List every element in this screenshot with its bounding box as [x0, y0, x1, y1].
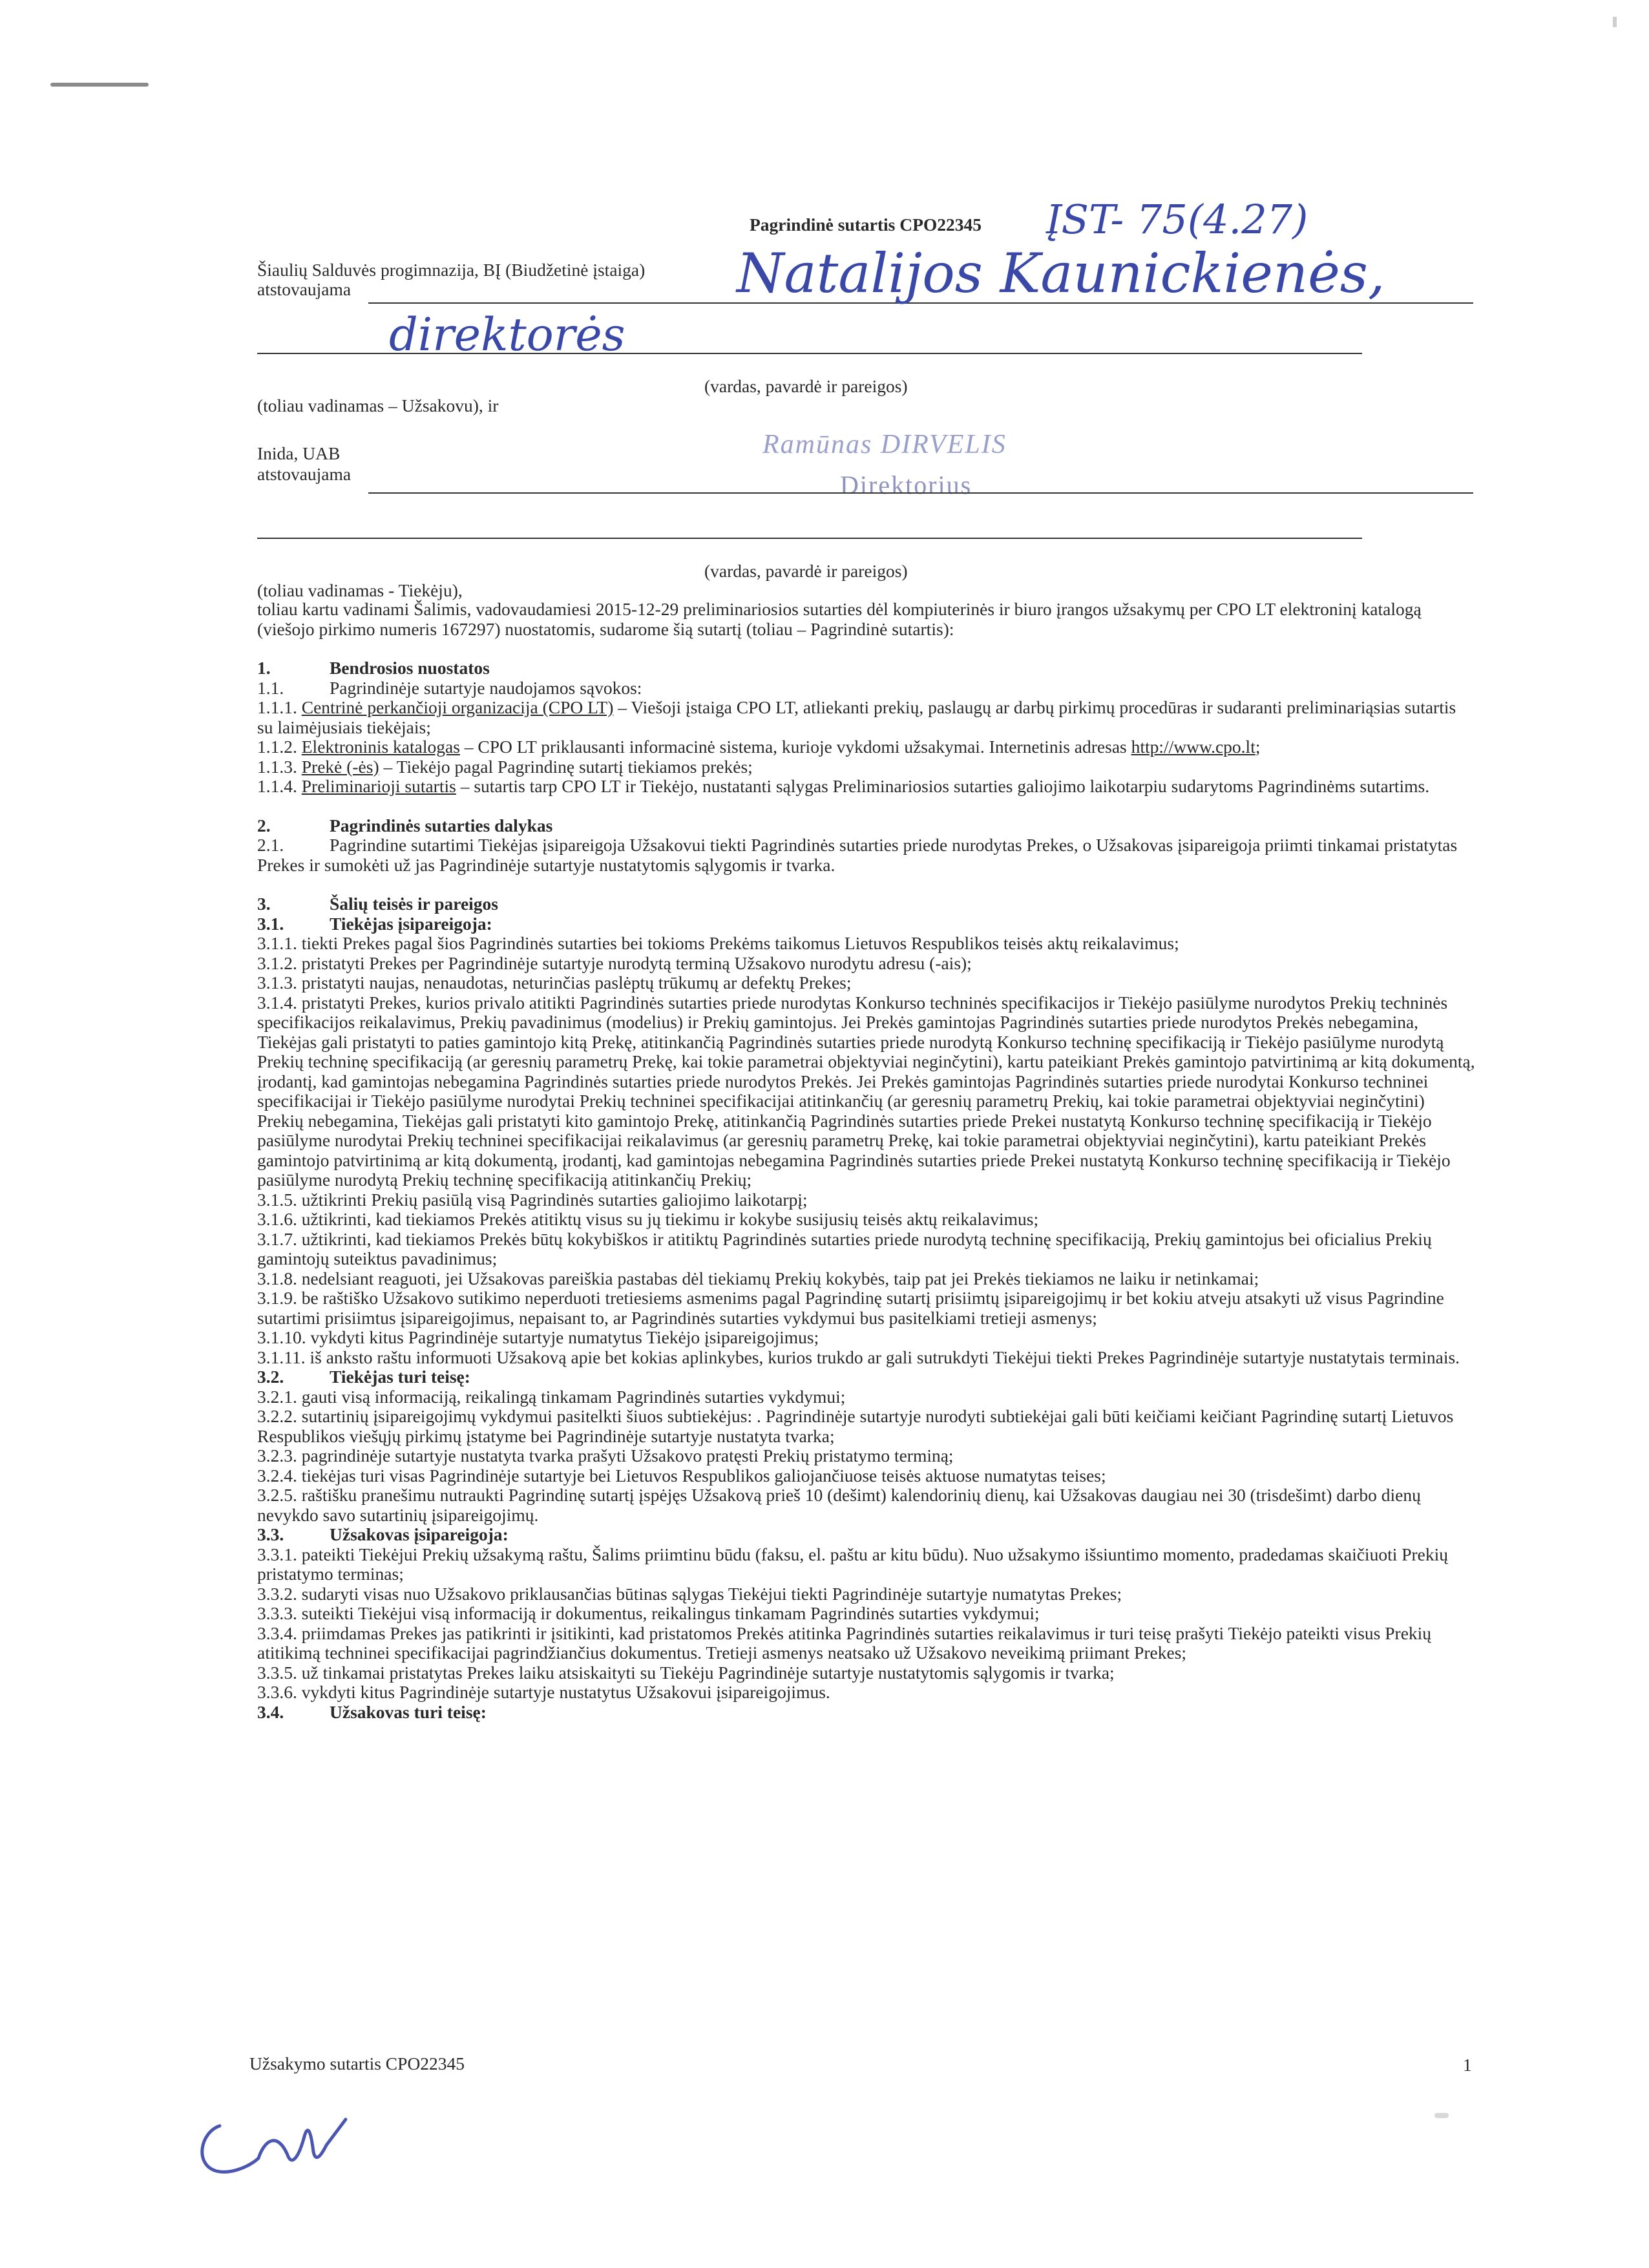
clause-3-2-heading — [257, 1367, 1475, 1387]
party2-second-line — [257, 538, 1362, 539]
definition-1-1-2-term: Elektroninis katalogas — [301, 737, 460, 757]
contract-title: Pagrindinė sutartis CPO22345 — [750, 215, 982, 235]
clause-2-1-text: Pagrindine sutartimi Tiekėjas įsipareigoja Užsakovui tiekti Pagrindinės sutarties priede nurodytas Prekes, o Užsakovas įsipareigoja priimti tinkamai pristatytas Prekes ir sumokėti už jas Pagrindinėje sutartyje nustatytomis sąlygomis ir tvarka. — [257, 835, 1458, 875]
definition-1-1-3-text: – Tiekėjo pagal Pagrindinę sutartį tiekiamos prekės; — [379, 756, 753, 777]
section-1-title: Bendrosios nuostatos — [330, 658, 490, 678]
clause-3-3-5: 3.3.5. už tinkamai pristatytas Prekes laiku atsiskaityti su Tiekėju Pagrindinėje sutartyje nustatytomis sąlygomis ir tvarka; — [257, 1662, 1115, 1683]
section-2-number: 2. — [257, 815, 271, 835]
clause-3-2-title: Tiekėjas turi teisę: — [330, 1367, 470, 1387]
definition-1-1-1-number: 1.1.1. — [257, 697, 297, 717]
definition-1-1-4 — [257, 777, 1475, 797]
clause-3-2-3: 3.2.3. pagrindinėje sutartyje nustatyta tvarka prašyti Užsakovo pratęsti Prekių pristatymo terminą; — [257, 1445, 954, 1465]
party1-caption: (vardas, pavardė ir pareigos) — [704, 376, 908, 396]
clause-3-1-5: 3.1.5. užtikrinti Prekių pasiūlą visą Pagrindinės sutarties galiojimo laikotarpį; — [257, 1189, 808, 1210]
clause-3-1-number: 3.1. — [257, 913, 284, 934]
party2-caption: (vardas, pavardė ir pareigos) — [704, 561, 908, 581]
scan-speck — [1613, 17, 1617, 27]
clause-3-3-heading — [257, 1525, 1475, 1545]
clause-2-1-number: 2.1. — [257, 835, 284, 855]
section-3-heading — [257, 894, 1475, 914]
section-1-heading — [257, 658, 1475, 678]
page-number: 1 — [1463, 2055, 1472, 2075]
clause-3-1-10: 3.1.10. vykdyti kitus Pagrindinėje sutartyje numatytus Tiekėjo įsipareigojimus; — [257, 1327, 819, 1347]
clause-3-2-1: 3.2.1. gauti visą informaciją, reikalingą tinkamam Pagrindinės sutarties vykdymui; — [257, 1386, 846, 1407]
party2-stamp-role: Direktorius — [840, 470, 972, 499]
clause-3-2-number: 3.2. — [257, 1367, 284, 1387]
party2-stamp-name: Ramūnas DIRVELIS — [762, 430, 1007, 459]
party1-rep-label: atstovaujama — [257, 279, 352, 299]
clause-3-3-title: Užsakovas įsipareigoja: — [330, 1524, 509, 1544]
clause-3-3-2: 3.3.2. sudaryti visas nuo Užsakovo priklausančias būtinas sąlygas Tiekėjui tiekti Pagrindinėje sutartyje numatytas Prekes; — [257, 1583, 1122, 1604]
definition-1-1-3-term: Prekė (-ės) — [301, 756, 379, 777]
party2-rep-label: atstovaujama — [257, 464, 352, 484]
definition-1-1-2-end: ; — [1255, 737, 1261, 757]
definition-1-1-4-text: – sutartis tarp CPO LT ir Tiekėjo, nustatanti sąlygas Preliminariosios sutarties galiojimo laikotarpiu sudarytoms Pagrindinėms sutartims. — [456, 776, 1430, 796]
intro-paragraph: toliau kartu vadinami Šalimis, vadovaudamiesi 2015-12-29 preliminariosios sutarties dėl kompiuterinės ir biuro įrangos užsakymų per CPO LT elektroninį katalogą (viešojo pirkimo numeris 167297) nuostatomis, sudarome šią sutartį (toliau – Pagrindinė sutartis): — [257, 599, 1422, 639]
clause-1-1 — [257, 678, 1475, 698]
clause-3-1-11: 3.1.11. iš anksto raštu informuoti Užsakovą apie bet kokias aplinkybes, kurios trukdo ar gali sutrukdyti Tiekėjui tiekti Prekes Pagrindinėje sutartyje nustatytais terminais. — [257, 1347, 1460, 1367]
clause-3-1-2: 3.1.2. pristatyti Prekes per Pagrindinėje sutartyje nurodytą terminą Užsakovo nurodytu adresu (-ais); — [257, 952, 972, 973]
clause-3-3-1: 3.3.1. pateikti Tiekėjui Prekių užsakymą raštu, Šalims priimtinu būdu (faksu, el. paštu ar kitu būdu). Nuo užsakymo išsiuntimo momento, pradedamas skaičiuoti Prekių pristatymo terminas; — [257, 1544, 1449, 1584]
section-2-heading — [257, 816, 1475, 836]
clause-3-1-7: 3.1.7. užtikrinti, kad tiekiamos Prekės būtų kokybiškos ir atitiktų Pagrindinės sutarties priede nurodytą techninę specifikaciją, Prekių gamintojus bei oficialius Prekių gamintojų suteiktus pavadinimus; — [257, 1228, 1432, 1268]
clause-3-4-title: Užsakovas turi teisę: — [330, 1701, 487, 1722]
scan-mark — [50, 83, 149, 87]
clause-3-2-4: 3.2.4. tiekėjas turi visas Pagrindinėje sutartyje bei Lietuvos Respublikos galiojančiuose teisės aktuose numatytas teises; — [257, 1465, 1106, 1486]
clause-3-4-number: 3.4. — [257, 1701, 284, 1722]
clause-3-1-title: Tiekėjas įsipareigoja: — [330, 913, 492, 934]
clause-1-1-text: Pagrindinėje sutartyje naudojamos sąvokos: — [330, 677, 642, 698]
definition-1-1-2 — [257, 737, 1475, 757]
clause-3-3-4: 3.3.4. priimdamas Prekes jas patikrinti ir įsitikinti, kad pristatomos Prekės atitinka Pagrindinės sutarties reikalavimus ir turi teisę prašyti Tiekėjo pateikti visus Prekių atitikimą techninei specifikacijai pagrindžiančius dokumentus. Tretieji asmenys neatsako už Užsakovo neveikimą priimant Prekes; — [257, 1622, 1432, 1663]
section-2-title: Pagrindinės sutarties dalykas — [330, 815, 553, 835]
definition-1-1-4-number: 1.1.4. — [257, 776, 297, 796]
clause-3-2-5: 3.2.5. raštišku pranešimu nutraukti Pagrindinę sutartį įspėjęs Užsakovą prieš 10 (dešimt) kalendorinių dienų, kai Užsakovas daugiau nei 30 (trisdešimt) darbo dienų nevykdo savo sutartinių įsipareigojimų. — [257, 1485, 1421, 1525]
party2-called: (toliau vadinamas - Tiekėju), — [257, 580, 463, 600]
initials-signature — [181, 2100, 388, 2197]
definition-1-1-1-text: – Viešoji įstaiga CPO LT, atliekanti prekių, paslaugų ar darbų pirkimų procedūras ir sudaranti preliminariąsias sutartis su laimėjusiais tiekėjais; — [257, 697, 1456, 737]
handwritten-registration: ĮST- 75(4.27) — [1045, 196, 1308, 243]
section-3-number: 3. — [257, 894, 271, 914]
scan-speck — [1434, 2113, 1449, 2118]
definition-1-1-2-number: 1.1.2. — [257, 737, 297, 757]
definition-1-1-4-term: Preliminarioji sutartis — [301, 776, 456, 796]
clause-3-1-heading — [257, 914, 1475, 934]
party1-called: (toliau vadinamas – Užsakovu), ir — [257, 395, 499, 415]
clause-3-1-6: 3.1.6. užtikrinti, kad tiekiamos Prekės atitiktų visus su jų tiekimu ir kokybe susijusių teisės aktų reikalavimus; — [257, 1209, 1039, 1229]
clause-3-1-8: 3.1.8. nedelsiant reaguoti, jei Užsakovas pareiškia pastabas dėl tiekiamų Prekių kokybės, taip pat jei Prekės tiekiamos ne laiku ir netinkamai; — [257, 1268, 1259, 1288]
definition-1-1-3 — [257, 757, 1475, 777]
party1-handwritten-name: Natalijos Kaunickienės, — [737, 242, 1385, 305]
definition-1-1-3-number: 1.1.3. — [257, 756, 297, 777]
clause-3-1-3: 3.1.3. pristatyti naujas, nenaudotas, neturinčias paslėptų trūkumų ar defektų Prekes; — [257, 972, 852, 992]
clause-3-3-6: 3.3.6. vykdyti kitus Pagrindinėje sutartyje nustatytus Užsakovui įsipareigojimus. — [257, 1682, 830, 1702]
definition-1-1-2-text: – CPO LT priklausanti informacinė sistema, kurioje vykdomi užsakymai. Internetinis adresas — [459, 737, 1131, 757]
clause-3-1-9: 3.1.9. be raštiško Užsakovo sutikimo neperduoti tretiesiems asmenims pagal Pagrindinę sutartį prisiimtų įsipareigojimų ir bet kokiu atveju atsakyti už visus Pagrindine sutartimi prisiimtus įsipareigojimus, nepaisant to, ar Pagrindinės sutarties vykdymui bus pasitelkiami tretieji asmenys; — [257, 1288, 1444, 1328]
cpo-website-link[interactable]: http://www.cpo.lt — [1131, 737, 1255, 757]
clause-3-3-number: 3.3. — [257, 1524, 284, 1544]
clause-3-4-heading — [257, 1703, 1475, 1723]
clause-3-2-2: 3.2.2. sutartinių įsipareigojimų vykdymui pasitelkti šiuos subtiekėjus: . Pagrindinėje sutartyje nurodyti subtiekėjai gali būti keičiami keičiant Pagrindinę sutartį Lietuvos Respublikos viešųjų pirkimų įstatyme bei Pagrindinėje sutartyje nustatyta tvarka; — [257, 1406, 1454, 1446]
contract-body — [257, 600, 1475, 1722]
section-3-title: Šalių teisės ir pareigos — [330, 894, 499, 914]
party1-name: Šiaulių Salduvės progimnazija, BĮ (Biudžetinė įstaiga) — [257, 260, 646, 280]
party2-name: Inida, UAB — [257, 443, 341, 463]
footer-title: Užsakymo sutartis CPO22345 — [249, 2053, 465, 2074]
party1-handwritten-role: direktorės — [389, 308, 625, 361]
clause-2-1 — [257, 835, 1475, 875]
clause-3-3-3: 3.3.3. suteikti Tiekėjui visą informaciją ir dokumentus, reikalingus tinkamam Pagrindinės sutarties vykdymui; — [257, 1603, 1040, 1623]
party2-rep-line — [368, 492, 1473, 494]
clause-1-1-number: 1.1. — [257, 677, 284, 698]
definition-1-1-1 — [257, 698, 1475, 737]
section-1-number: 1. — [257, 658, 271, 678]
definition-1-1-1-term: Centrinė perkančioji organizacija (CPO LT) — [301, 697, 614, 717]
party1-second-line — [257, 353, 1362, 354]
clause-3-1-4: 3.1.4. pristatyti Prekes, kurios privalo atitikti Pagrindinės sutarties priede nurodytas Konkurso techninės specifikacijos ir Tiekėjo pasiūlyme nurodytos Prekių techninės specifikacijos reikalavimus, Prekių pavadinimus (modelius) ir Prekių gamintojus. Jei Prekės gamintojas Pagrindinės sutarties priede nurodytos Prekės nebegamina, Tiekėjas gali pristatyti to paties gamintojo kitą Prekę, atitinkančią Pagrindinės sutarties priede nurodytą Konkurso techninę specifikaciją ir Tiekėjo pasiūlyme nurodytą Prekių techninę specifikaciją (ar geresnių parametrų Prekę, kai tokie parametrai objektyviai neginčytini), kartu pateikiant Prekės gamintojo patvirtinimą ar kitą dokumentą, įrodantį, kad gamintojas nebegamina Pagrindinės sutarties priede nurodytos Prekės. Jei Prekės gamintojas Pagrindinės sutarties priede nurodytai Konkurso techninei specifikacijai ir Tiekėjo pasiūlyme nurodytai Prekių techninei specifikacijai atitinkančių (ar geresnių parametrų Prekių, kai tokie parametrai objektyviai neginčytini) Prekių nebegamina, Tiekėjas gali pristatyti kito gamintojo Prekę, atitinkančią Pagrindinės sutarties priede Prekei nustatytą Konkurso techninę specifikaciją ir Tiekėjo pasiūlyme nurodytai Prekių techninei specifikacijai reikalavimus (ar geresnių parametrų Prekę, kai tokie parametrai objektyviai neginčytini), kartu pateikiant Prekės gamintojo patvirtinimą ar kitą dokumentą, įrodantį, kad gamintojas nebegamina Pagrindinės sutarties priede Prekei nustatytą Konkurso techninę specifikaciją ir Tiekėjo pasiūlyme nurodytą Prekių techninę specifikaciją atitinkančių Prekių; — [257, 992, 1475, 1190]
clause-3-1-1: 3.1.1. tiekti Prekes pagal šios Pagrindinės sutarties bei tokioms Prekėms taikomus Lietuvos Respublikos teisės aktų reikalavimus; — [257, 933, 1179, 953]
